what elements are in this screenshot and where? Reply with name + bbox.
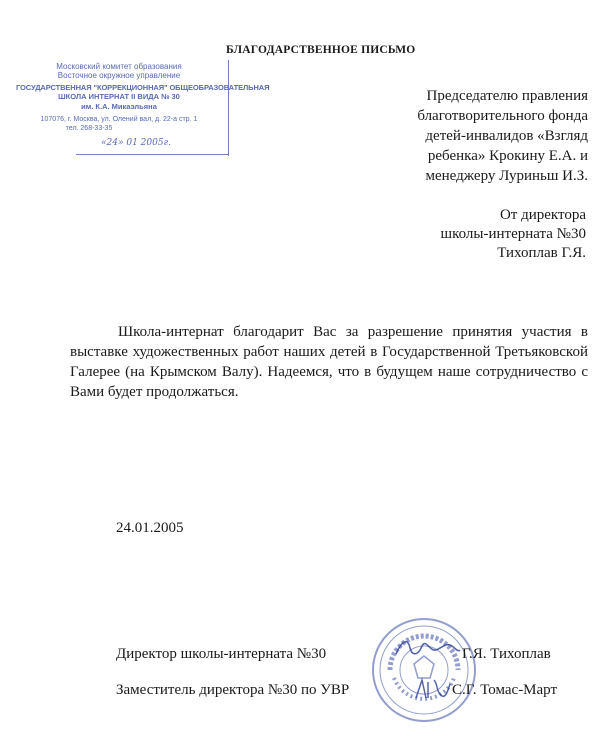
stamp-line: им. К.А. Микаэльяна [81,102,157,111]
director-signature-icon [392,634,462,664]
deputy-title: Заместитель директора №30 по УВР [116,682,350,698]
addressee-block [372,86,588,186]
stamp-line: тел. 268-33-35 [65,125,113,132]
director-title: Директор школы-интерната №30 [116,646,327,662]
addressee-line: детей-инвалидов «Взгляд [425,128,588,144]
stamp-line: ШКОЛА ИНТЕРНАТ II ВИДА № 30 [58,92,180,101]
stamp-line: 107076, г. Москва, ул. Олений вал, д. 22-а стр. 1 [40,116,198,123]
sender-line: От директора [499,207,586,223]
stamp-line: ГОСУДАРСТВЕННАЯ "КОРРЕКЦИОННАЯ" ОБЩЕОБРАЗОВАТЕЛЬНАЯ [16,83,270,92]
deputy-signature-icon [412,674,452,704]
letter-date: 24.01.2005 [116,520,184,536]
letter-body [70,322,588,402]
school-stamp [16,60,270,156]
round-seal-icon [370,616,478,724]
sender-line: Тихоплав Г.Я. [497,245,586,261]
director-name: Г.Я. Тихоплав [462,646,551,662]
stamp-border-bottom [76,154,228,155]
deputy-name: С.Г. Томас-Март [452,682,558,698]
addressee-line: благотворительного фонда [417,108,588,124]
sender-line: школы-интерната №30 [440,226,586,242]
letter-title: БЛАГОДАРСТВЕННОЕ ПИСЬМО [226,44,416,56]
addressee-line: Председателю правления [426,88,588,104]
addressee-line: ребенка» Крокину Е.А. и [427,148,588,164]
stamp-line: Московский комитет образования [56,62,182,71]
addressee-line: менеджеру Луриньш И.З. [425,168,588,184]
sender-block [372,206,586,263]
body-paragraph: Школа-интернат благодарит Вас за разрешение принятия участия в выставке художественных работ наших детей в Государственной Третьяковской Галерее (на Крымском Валу). Надеемся, что в будущем наше сотрудничество с Вами будет продолжаться. [70,324,588,400]
stamp-handwritten-date: «24» 01 2005г. [101,138,171,148]
stamp-line: Восточное окружное управление [57,71,181,80]
